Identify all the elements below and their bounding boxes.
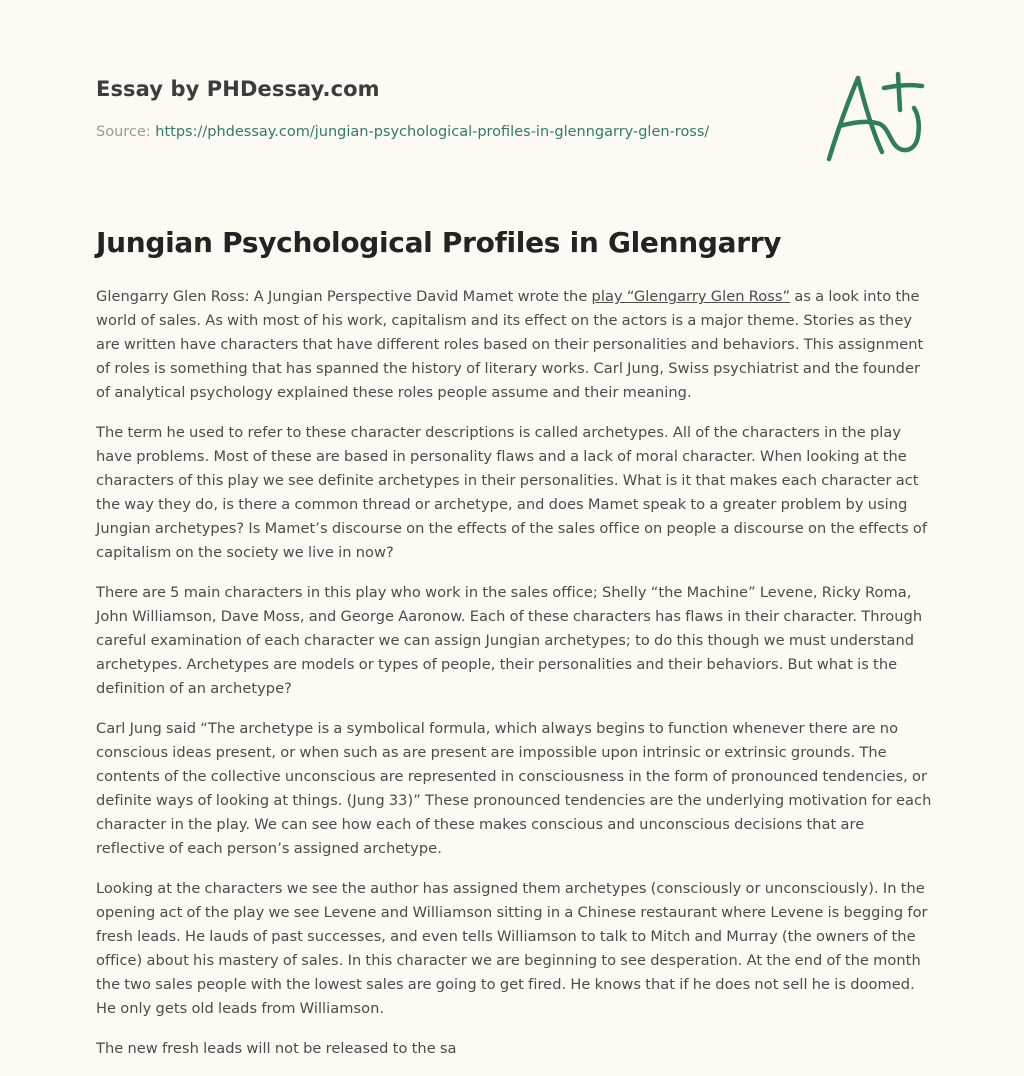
p1-text-end: as a look into the world of sales. As with most of his work, capitalism and its effect on the actors is a major theme. Stories as they are written have characters that have different roles based on their personalities and behaviors. This assignment of roles is something that has spanned the history of literary works. Carl Jung, Swiss psychiatrist and the founder of analytical psychology explained these roles people assume and their meaning. — [96, 288, 924, 401]
paragraph-6: The new fresh leads will not be released to the sa — [96, 1040, 457, 1057]
paragraph-2: The term he used to refer to these character descriptions is called archetypes. All of the characters in the play have problems. Most of these are based in personality flaws and a lack of moral character. When looking at the characters of this play we see definite archetypes in their personalities. What is it that makes each character act the way they do, is there a common thread or archetype, and does Mamet speak to a greater problem by using Jungian archetypes? Is Mamet’s discourse on the effects of the sales office on people a discourse on the effects of capitalism on the society we live in now? — [96, 424, 928, 561]
article-body — [96, 285, 936, 1076]
paragraph-3: There are 5 main characters in this play who work in the sales office; Shelly “the Machine” Levene, Ricky Roma, John Williamson, Dave Moss, and George Aaronow. Each of these characters has flaws in their character. Through careful examination of each character we can assign Jungian archetypes; to do this though we must understand archetypes. Archetypes are models or types of people, their personalities and their behaviors. But what is the definition of an archetype? — [96, 584, 923, 697]
a-plus-icon — [820, 66, 930, 166]
paragraph-5: Looking at the characters we see the author has assigned them archetypes (consciously or unconsciously). In the opening act of the play we see Levene and Williamson sitting in a Chinese restaurant where Levene is begging for fresh leads. He lauds of past successes, and even tells Williamson to talk to Mitch and Murray (the owners of the office) about his mastery of sales. In this character we are beginning to see desperation. At the end of the month the two sales people with the lowest sales are going to get fired. He knows that if he does not sell he is doomed. He only gets old leads from Williamson. — [96, 880, 928, 1017]
brand-name: Essay by PHDessay.com — [96, 77, 380, 101]
paragraph-4: Carl Jung said “The archetype is a symbolical formula, which always begins to function whenever there are no conscious ideas present, or when such as are present are impossible upon intrinsic or extrinsic grounds. The contents of the collective unconscious are represented in consciousness in the form of pronounced tendencies, or definite ways of looking at things. (Jung 33)” These pronounced tendencies are the underlying motivation for each character in the play. We can see how each of these makes conscious and unconscious decisions that are reflective of each person’s assigned archetype. — [96, 720, 932, 857]
source-link[interactable]: https://phdessay.com/jungian-psychological-profiles-in-glenngarry-glen-ross/ — [155, 124, 710, 140]
source-label: Source: — [96, 124, 151, 140]
source-line — [96, 124, 709, 140]
paragraph-1 — [96, 285, 936, 405]
p1-text-start: Glengarry Glen Ross: A Jungian Perspective David Mamet wrote the — [96, 288, 592, 305]
play-link[interactable]: play “Glengarry Glen Ross” — [591, 288, 791, 305]
a-plus-logo — [820, 66, 930, 166]
article-title: Jungian Psychological Profiles in Glenngarry — [96, 226, 782, 259]
